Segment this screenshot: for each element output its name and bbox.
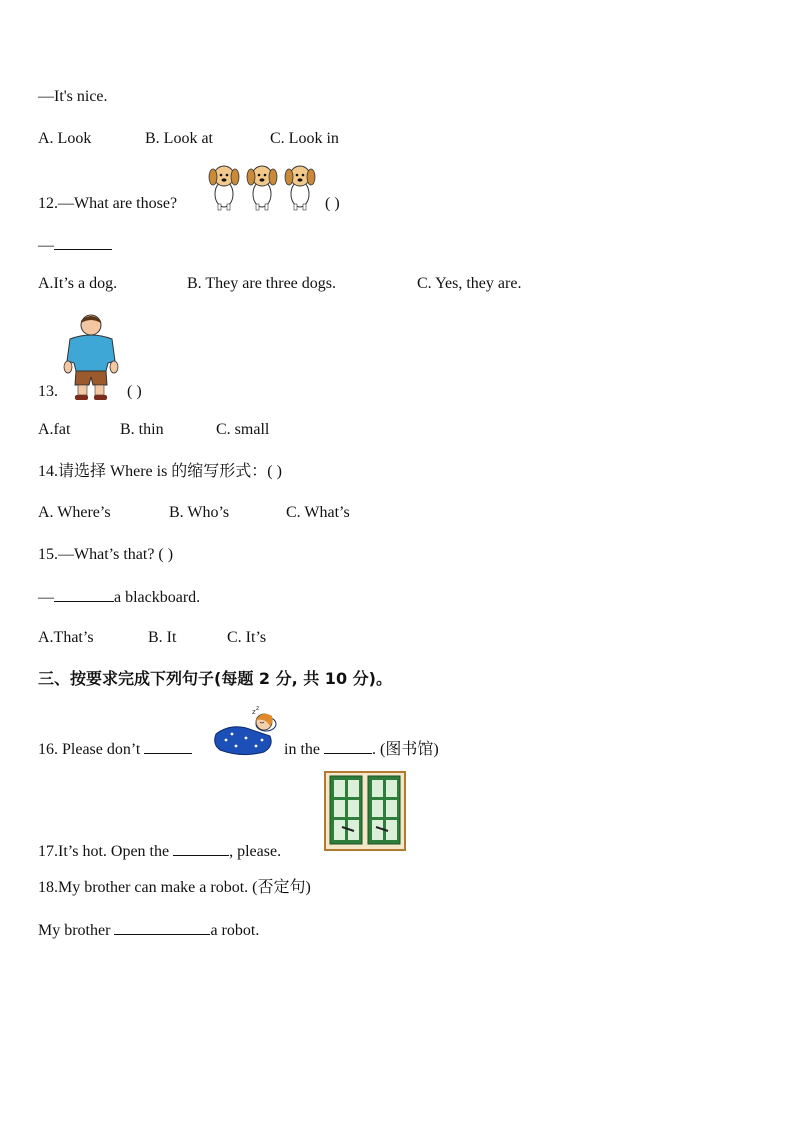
window-icon: [324, 771, 406, 856]
q12-stem-text: 12.—What are those?: [38, 195, 178, 212]
q12-option-b: B. They are three dogs.: [187, 275, 336, 292]
q15-option-b: B. It: [148, 629, 177, 646]
q15-answer-blank[interactable]: [54, 586, 114, 602]
q12-answer-line: [38, 234, 112, 256]
q13-option-a: A.fat: [38, 421, 71, 438]
q13-answer-paren: ( ): [127, 383, 142, 400]
q16-blank-1[interactable]: [144, 738, 192, 754]
svg-text:z: z: [252, 708, 256, 716]
q14-option-b: B. Who’s: [169, 504, 230, 521]
q12-answer-blank[interactable]: [54, 234, 112, 250]
puppy-3-icon: [285, 166, 315, 210]
q15-option-a: A.That’s: [38, 629, 94, 646]
q16-part2: in the: [284, 741, 320, 758]
q12-answer-paren: ( ): [325, 195, 340, 212]
q17-blank[interactable]: [173, 840, 229, 856]
q14-option-a: A. Where’s: [38, 504, 111, 521]
q16-part3: . (图书馆): [372, 741, 439, 758]
sleeping-girl-icon: [212, 706, 278, 761]
q18-answer-blank[interactable]: [114, 919, 210, 935]
q15-option-c: C. It’s: [227, 629, 267, 646]
q15-answer-line: [38, 586, 200, 608]
fat-boy-icon: [62, 313, 120, 406]
section-3-heading: 三、按要求完成下列句子(每题 2 分, 共 10 分)。: [38, 669, 392, 688]
q16-line-tail: [284, 738, 439, 760]
q14-option-c: C. What’s: [286, 504, 350, 521]
q12-answer-dash: —: [38, 237, 54, 254]
q17-part2: , please.: [229, 843, 282, 860]
q18-answer-suffix: a robot.: [210, 922, 260, 939]
q12-stem: [38, 194, 177, 214]
q14-stem: 14.请选择 Where is 的缩写形式：( ): [38, 463, 282, 480]
q13-stem: 13.: [38, 383, 58, 400]
q18-stem: 18.My brother can make a robot. (否定句): [38, 879, 311, 896]
q11-option-a: A. Look: [38, 130, 92, 147]
q12-option-a: A.It’s a dog.: [38, 275, 118, 292]
q17-line: [38, 840, 281, 862]
q15-answer-suffix: a blackboard.: [114, 589, 201, 606]
puppy-2-icon: [247, 166, 277, 210]
q11-option-b: B. Look at: [145, 130, 213, 147]
q12-option-c: C. Yes, they are.: [417, 275, 522, 292]
q13-option-b: B. thin: [120, 421, 164, 438]
q17-part1: 17.It’s hot. Open the: [38, 843, 170, 860]
q16-blank-2[interactable]: [324, 738, 372, 754]
q16-line: [38, 738, 192, 760]
q13-option-c: C. small: [216, 421, 270, 438]
svg-text:z: z: [256, 706, 260, 712]
q15-stem: 15.—What’s that? ( ): [38, 546, 174, 563]
q18-answer-prefix: My brother: [38, 922, 111, 939]
q15-answer-dash: —: [38, 589, 54, 606]
puppy-1-icon: [209, 166, 239, 210]
q11-answer-line: —It's nice.: [38, 88, 108, 105]
q18-answer-line: [38, 919, 259, 941]
q11-option-c: C. Look in: [270, 130, 339, 147]
puppies-icon: [206, 162, 318, 217]
q16-part1: 16. Please don’t: [38, 741, 141, 758]
